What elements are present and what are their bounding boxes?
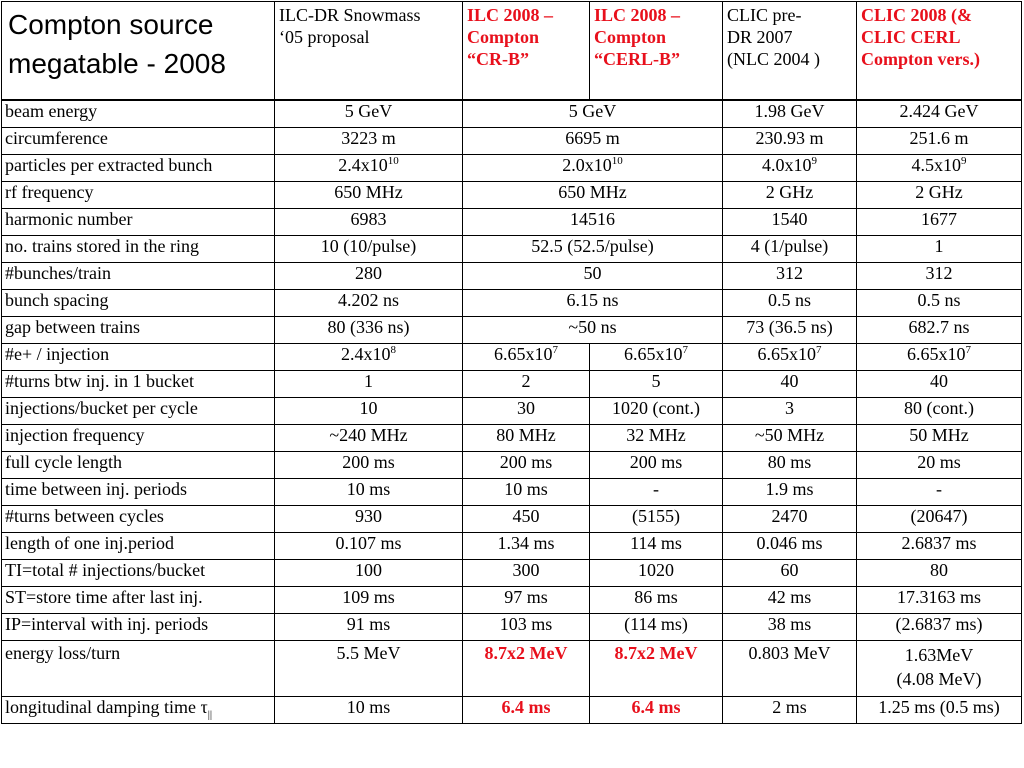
cell: 200 ms bbox=[590, 451, 723, 478]
value-base: 4.0x10 bbox=[762, 154, 812, 175]
value-exponent: 7 bbox=[965, 343, 971, 356]
cell: 80 (cont.) bbox=[857, 397, 1022, 424]
cell: 8.7x2 MeV bbox=[590, 640, 723, 696]
cell: - bbox=[857, 478, 1022, 505]
header-ilc-2008-cerl-b bbox=[590, 2, 723, 100]
cell: 0.803 MeV bbox=[723, 640, 857, 696]
header-line: CLIC CERL bbox=[861, 27, 961, 47]
cell: 5 bbox=[590, 370, 723, 397]
table-row bbox=[2, 424, 1022, 451]
cell: (114 ms) bbox=[590, 613, 723, 640]
cell: 6.4 ms bbox=[463, 696, 590, 723]
cell bbox=[275, 154, 463, 181]
cell: 1 bbox=[275, 370, 463, 397]
cell: 10 (10/pulse) bbox=[275, 235, 463, 262]
value-exponent: 7 bbox=[682, 343, 688, 356]
row-label: particles per extracted bunch bbox=[2, 154, 275, 181]
header-line: “CR-B” bbox=[467, 49, 529, 69]
cell: 42 ms bbox=[723, 586, 857, 613]
cell: 8.7x2 MeV bbox=[463, 640, 590, 696]
row-label: beam energy bbox=[2, 100, 275, 128]
row-label: harmonic number bbox=[2, 208, 275, 235]
row-label: injections/bucket per cycle bbox=[2, 397, 275, 424]
cell: 50 bbox=[463, 262, 723, 289]
value-base: 2.4x10 bbox=[341, 343, 391, 364]
table-row bbox=[2, 613, 1022, 640]
header-line: ‘05 proposal bbox=[279, 27, 370, 47]
cell: - bbox=[590, 478, 723, 505]
subscript: || bbox=[207, 708, 213, 721]
table-row bbox=[2, 696, 1022, 723]
cell: 50 MHz bbox=[857, 424, 1022, 451]
cell: 10 ms bbox=[463, 478, 590, 505]
cell: 300 bbox=[463, 559, 590, 586]
cell: (20647) bbox=[857, 505, 1022, 532]
cell: (2.6837 ms) bbox=[857, 613, 1022, 640]
cell: 2.424 GeV bbox=[857, 100, 1022, 128]
header-line: Compton bbox=[467, 27, 540, 47]
table-row bbox=[2, 532, 1022, 559]
table-row bbox=[2, 370, 1022, 397]
cell bbox=[723, 343, 857, 370]
row-label: energy loss/turn bbox=[2, 640, 275, 696]
row-label: full cycle length bbox=[2, 451, 275, 478]
value-base: 2.0x10 bbox=[562, 154, 612, 175]
table-row bbox=[2, 478, 1022, 505]
cell bbox=[857, 154, 1022, 181]
tau-symbol: τ bbox=[200, 696, 208, 717]
header-clic-pre-dr-2007 bbox=[723, 2, 857, 100]
cell: 97 ms bbox=[463, 586, 590, 613]
cell: 0.107 ms bbox=[275, 532, 463, 559]
cell: 450 bbox=[463, 505, 590, 532]
table-row bbox=[2, 181, 1022, 208]
cell: 2 bbox=[463, 370, 590, 397]
header-line: DR 2007 bbox=[727, 27, 793, 47]
row-label: gap between trains bbox=[2, 316, 275, 343]
table-title bbox=[2, 2, 275, 100]
value-exponent: 9 bbox=[811, 154, 817, 167]
cell: 200 ms bbox=[275, 451, 463, 478]
table-row bbox=[2, 100, 1022, 128]
value-exponent: 10 bbox=[387, 154, 399, 167]
row-label: TI=total # injections/bucket bbox=[2, 559, 275, 586]
header-ilc-2008-cr-b bbox=[463, 2, 590, 100]
row-label: ST=store time after last inj. bbox=[2, 586, 275, 613]
cell bbox=[275, 343, 463, 370]
cell: 86 ms bbox=[590, 586, 723, 613]
cell bbox=[857, 640, 1022, 696]
row-label bbox=[2, 696, 275, 723]
header-line: Compton vers.) bbox=[861, 49, 980, 69]
cell: 1.25 ms (0.5 ms) bbox=[857, 696, 1022, 723]
cell: 230.93 m bbox=[723, 127, 857, 154]
table-row bbox=[2, 559, 1022, 586]
cell bbox=[857, 343, 1022, 370]
cell: 2 ms bbox=[723, 696, 857, 723]
row-label: circumference bbox=[2, 127, 275, 154]
cell: 3 bbox=[723, 397, 857, 424]
row-label: bunch spacing bbox=[2, 289, 275, 316]
title-line-1: Compton source bbox=[8, 9, 214, 40]
cell: 30 bbox=[463, 397, 590, 424]
value-base: 6.65x10 bbox=[757, 343, 816, 364]
row-label: time between inj. periods bbox=[2, 478, 275, 505]
cell: 6695 m bbox=[463, 127, 723, 154]
value-base: 2.4x10 bbox=[338, 154, 388, 175]
cell: 312 bbox=[723, 262, 857, 289]
cell: 80 ms bbox=[723, 451, 857, 478]
cell: 38 ms bbox=[723, 613, 857, 640]
table-row bbox=[2, 235, 1022, 262]
header-line: (NLC 2004 ) bbox=[727, 49, 820, 69]
value-base: 4.5x10 bbox=[911, 154, 961, 175]
cell: 114 ms bbox=[590, 532, 723, 559]
value-exponent: 8 bbox=[390, 343, 396, 356]
cell: 20 ms bbox=[857, 451, 1022, 478]
cell: ~50 MHz bbox=[723, 424, 857, 451]
cell: 930 bbox=[275, 505, 463, 532]
cell: 40 bbox=[723, 370, 857, 397]
cell: 6983 bbox=[275, 208, 463, 235]
row-label: no. trains stored in the ring bbox=[2, 235, 275, 262]
cell: 1020 (cont.) bbox=[590, 397, 723, 424]
cell: 5 GeV bbox=[275, 100, 463, 128]
row-label: #e+ / injection bbox=[2, 343, 275, 370]
cell: 3223 m bbox=[275, 127, 463, 154]
header-clic-2008 bbox=[857, 2, 1022, 100]
value-base: 6.65x10 bbox=[907, 343, 966, 364]
label-text: longitudinal damping time bbox=[5, 696, 201, 717]
value-base: 6.65x10 bbox=[624, 343, 683, 364]
row-label: #turns btw inj. in 1 bucket bbox=[2, 370, 275, 397]
cell: 109 ms bbox=[275, 586, 463, 613]
cell: 4 (1/pulse) bbox=[723, 235, 857, 262]
value-line: 1.63MeV bbox=[904, 644, 974, 665]
value-line: (4.08 MeV) bbox=[896, 668, 982, 689]
cell: 10 ms bbox=[275, 478, 463, 505]
cell: 0.046 ms bbox=[723, 532, 857, 559]
table-row bbox=[2, 289, 1022, 316]
row-label: rf frequency bbox=[2, 181, 275, 208]
cell: 60 bbox=[723, 559, 857, 586]
row-label: #turns between cycles bbox=[2, 505, 275, 532]
cell: 1 bbox=[857, 235, 1022, 262]
cell: 80 (336 ns) bbox=[275, 316, 463, 343]
cell: 10 bbox=[275, 397, 463, 424]
cell: 6.4 ms bbox=[590, 696, 723, 723]
cell: 40 bbox=[857, 370, 1022, 397]
table-row bbox=[2, 208, 1022, 235]
value-exponent: 7 bbox=[552, 343, 558, 356]
cell: 1020 bbox=[590, 559, 723, 586]
cell: 32 MHz bbox=[590, 424, 723, 451]
cell: 1540 bbox=[723, 208, 857, 235]
table-row bbox=[2, 397, 1022, 424]
row-label: length of one inj.period bbox=[2, 532, 275, 559]
header-ilc-dr-snowmass bbox=[275, 2, 463, 100]
cell: 4.202 ns bbox=[275, 289, 463, 316]
cell: 650 MHz bbox=[275, 181, 463, 208]
cell bbox=[463, 154, 723, 181]
cell: ~240 MHz bbox=[275, 424, 463, 451]
cell: 1677 bbox=[857, 208, 1022, 235]
table-row bbox=[2, 154, 1022, 181]
row-label: IP=interval with inj. periods bbox=[2, 613, 275, 640]
cell: 0.5 ns bbox=[857, 289, 1022, 316]
row-label: #bunches/train bbox=[2, 262, 275, 289]
value-base: 6.65x10 bbox=[494, 343, 553, 364]
cell bbox=[590, 343, 723, 370]
compton-megatable bbox=[1, 1, 1022, 724]
value-exponent: 10 bbox=[611, 154, 623, 167]
cell bbox=[723, 154, 857, 181]
title-line-2: megatable - 2008 bbox=[8, 48, 226, 79]
cell: 10 ms bbox=[275, 696, 463, 723]
cell: 0.5 ns bbox=[723, 289, 857, 316]
cell: 1.9 ms bbox=[723, 478, 857, 505]
cell: 2 GHz bbox=[857, 181, 1022, 208]
cell: 80 bbox=[857, 559, 1022, 586]
cell: 52.5 (52.5/pulse) bbox=[463, 235, 723, 262]
table-row bbox=[2, 127, 1022, 154]
cell: 682.7 ns bbox=[857, 316, 1022, 343]
header-row bbox=[2, 2, 1022, 100]
header-line: ILC 2008 – bbox=[594, 5, 681, 25]
cell: 14516 bbox=[463, 208, 723, 235]
table-row bbox=[2, 262, 1022, 289]
cell bbox=[463, 343, 590, 370]
cell: 100 bbox=[275, 559, 463, 586]
table-row bbox=[2, 451, 1022, 478]
header-line: ILC 2008 – bbox=[467, 5, 554, 25]
cell: 91 ms bbox=[275, 613, 463, 640]
cell: 73 (36.5 ns) bbox=[723, 316, 857, 343]
header-line: Compton bbox=[594, 27, 667, 47]
value-exponent: 7 bbox=[816, 343, 822, 356]
table-row bbox=[2, 640, 1022, 696]
table-row bbox=[2, 505, 1022, 532]
value-exponent: 9 bbox=[961, 154, 967, 167]
cell: 17.3163 ms bbox=[857, 586, 1022, 613]
cell: 1.98 GeV bbox=[723, 100, 857, 128]
cell: 2470 bbox=[723, 505, 857, 532]
header-line: ILC-DR Snowmass bbox=[279, 5, 421, 25]
header-line: CLIC 2008 (& bbox=[861, 5, 972, 25]
cell: 280 bbox=[275, 262, 463, 289]
cell: 1.34 ms bbox=[463, 532, 590, 559]
table-row bbox=[2, 586, 1022, 613]
cell: 80 MHz bbox=[463, 424, 590, 451]
cell: 5 GeV bbox=[463, 100, 723, 128]
cell: 6.15 ns bbox=[463, 289, 723, 316]
cell: 650 MHz bbox=[463, 181, 723, 208]
cell: 200 ms bbox=[463, 451, 590, 478]
cell: ~50 ns bbox=[463, 316, 723, 343]
header-line: “CERL-B” bbox=[594, 49, 681, 69]
cell: 312 bbox=[857, 262, 1022, 289]
cell: 2.6837 ms bbox=[857, 532, 1022, 559]
table-row bbox=[2, 316, 1022, 343]
cell: 103 ms bbox=[463, 613, 590, 640]
header-line: CLIC pre- bbox=[727, 5, 802, 25]
cell: 251.6 m bbox=[857, 127, 1022, 154]
table-row bbox=[2, 343, 1022, 370]
cell: 2 GHz bbox=[723, 181, 857, 208]
cell: 5.5 MeV bbox=[275, 640, 463, 696]
row-label: injection frequency bbox=[2, 424, 275, 451]
cell: (5155) bbox=[590, 505, 723, 532]
